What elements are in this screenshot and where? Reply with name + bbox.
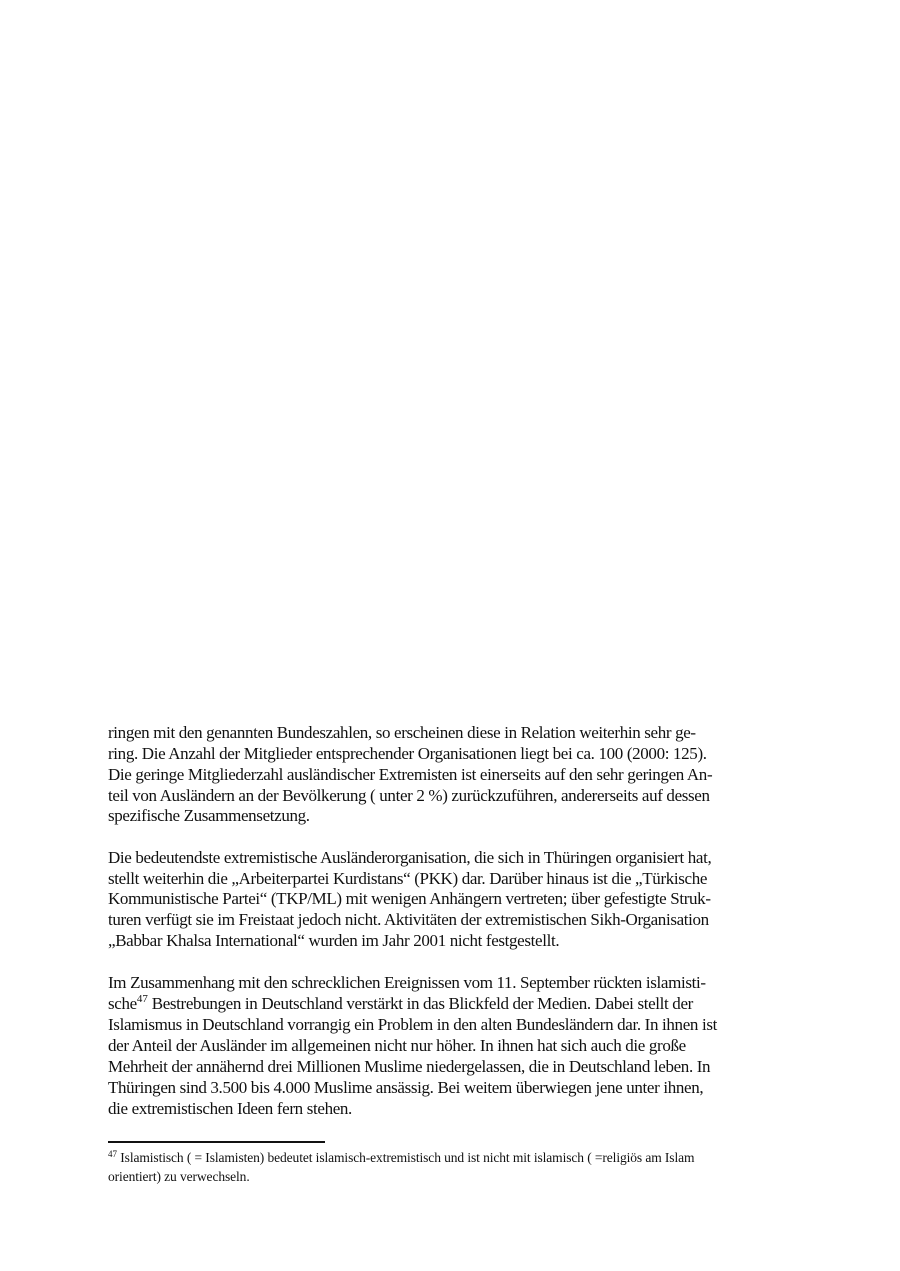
text-line: Thüringen sind 3.500 bis 4.000 Muslime ansässig. Bei weitem überwiegen jene unter ihnen, <box>108 1078 704 1097</box>
text-line: die extremistischen Ideen fern stehen. <box>108 1099 352 1118</box>
footnote-number: 47 <box>108 1149 117 1159</box>
text-line: Die geringe Mitgliederzahl ausländischer Extremisten ist einerseits auf den sehr geringen An- <box>108 765 713 784</box>
footnote-separator <box>108 1141 325 1143</box>
text-line: ringen mit den genannten Bundeszahlen, so erscheinen diese in Relation weiterhin sehr ge- <box>108 723 696 742</box>
text-line: der Anteil der Ausländer im allgemeinen nicht nur höher. In ihnen hat sich auch die große <box>108 1036 686 1055</box>
text-fragment: sche <box>108 994 137 1013</box>
text-line: spezifische Zusammensetzung. <box>108 806 310 825</box>
text-line: Mehrheit der annähernd drei Millionen Muslime niedergelassen, die in Deutschland leben. In <box>108 1057 711 1076</box>
text-line: teil von Ausländern an der Bevölkerung ( unter 2 %) zurückzuführen, andererseits auf dessen <box>108 786 710 805</box>
text-fragment: Bestrebungen in Deutschland verstärkt in das Blickfeld der Medien. Dabei stellt der <box>151 994 693 1013</box>
footnote-reference[interactable]: 47 <box>136 993 148 1005</box>
text-line: Kommunistische Partei“ (TKP/ML) mit wenigen Anhängern vertreten; über gefestigte Struk- <box>108 889 711 908</box>
text-line: turen verfügt sie im Freistaat jedoch nicht. Aktivitäten der extremistischen Sikh-Organisation <box>108 910 709 929</box>
footnote-line: orientiert) zu verwechseln. <box>108 1169 250 1184</box>
text-line: Im Zusammenhang mit den schrecklichen Ereignissen vom 11. September rückten islamisti- <box>108 973 706 992</box>
text-line: „Babbar Khalsa International“ wurden im Jahr 2001 nicht festgestellt. <box>108 931 560 950</box>
text-line: stellt weiterhin die „Arbeiterpartei Kurdistans“ (PKK) dar. Darüber hinaus ist die „Türkische <box>108 869 708 888</box>
footnote-line <box>108 1149 694 1166</box>
text-line: ring. Die Anzahl der Mitglieder entsprechender Organisationen liegt bei ca. 100 (2000: 125). <box>108 744 707 763</box>
text-line <box>108 994 693 1014</box>
text-line: Islamismus in Deutschland vorrangig ein Problem in den alten Bundesländern dar. In ihnen ist <box>108 1015 717 1034</box>
footnote-text: Islamistisch ( = Islamisten) bedeutet islamisch-extremistisch und ist nicht mit islamisch ( =religiös am Islam <box>120 1150 695 1165</box>
text-line: Die bedeutendste extremistische Ausländerorganisation, die sich in Thüringen organisiert hat, <box>108 848 712 867</box>
